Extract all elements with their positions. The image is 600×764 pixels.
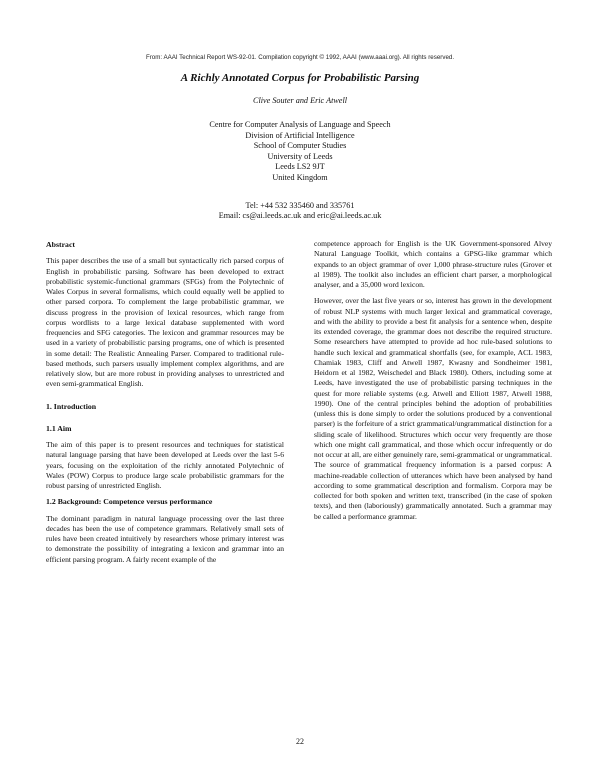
abstract-heading: Abstract: [46, 240, 76, 249]
section-heading-introduction: 1. Introduction: [46, 401, 97, 411]
page-number: 22: [296, 737, 304, 746]
affiliation-block: [0, 120, 600, 184]
telephone-line: Tel: +44 532 335460 and 335761: [245, 201, 355, 210]
paper-title: A Richly Annotated Corpus for Probabilistic Parsing: [180, 72, 420, 84]
aim-paragraph: The aim of this paper is to present resources and techniques for statistical natural language parsing that have been developed at Leeds over the last 5-6 years, focusing on the exploitation of the richly annotated Polytechnic of Wales (POW) Corpus to produce large scale probabilistic grammars for the robust parsing of unrestricted English.: [46, 440, 284, 490]
subsection-heading-background: 1.2 Background: Competence versus performance: [46, 497, 213, 507]
paper-authors: Clive Souter and Eric Atwell: [253, 96, 347, 105]
subsection-heading-aim: 1.1 Aim: [46, 423, 72, 433]
body-paragraph: However, over the last five years or so, interest has grown in the development of robust NLP systems with much larger lexical and grammatical coverage, and with the ability to provide a best fit analysis for a sentence when, despite its extended coverage, the grammar does not describe the required structure. Some researchers have attempted to provide ad hoc rule-based solutions to handle such lexical and grammatical shortfalls (see, for example, ACL 1983, Chamiak 1983, Cliff and Atwell 1987, Kwasny and Sondheimer 1981, Heidorn et al 1982, Weischedel and Black 1980). Others, including some at Leeds, have investigated the use of probabilistic parsing techniques in the quest for more reliable systems (e.g. Atwell and Elliott 1987, Atwell 1988, 1990). One of the central principles behind the adoption of probabilities (unless this is done simply to order the solutions produced by a conventional parser) is the forfeiture of a strict grammatical/ungrammatical distinction for a sliding scale of likelihood. Structures which occur very frequently are those which one might call grammatical, and those which occur infrequently or do not occur at all, are either genuinely rare, semi-grammatical or ungrammatical. The source of grammatical frequency information is a parsed corpus: A machine-readable collection of utterances which have been analysed by hand according to some grammatical description and formalism. Corpora may be collected for both spoken and written text, transcribed (in the case of spoken texts), and then (laboriously) grammatically annotated. Such a grammar may be called a performance grammar.: [314, 296, 552, 521]
affiliation-line: Centre for Computer Analysis of Language and Speech: [209, 120, 391, 129]
affiliation-line: University of Leeds: [267, 151, 333, 161]
email-line: Email: cs@ai.leeds.ac.uk and eric@ai.leeds.ac.uk: [218, 211, 382, 221]
affiliation-line: United Kingdom: [272, 172, 328, 182]
affiliation-line: School of Computer Studies: [253, 141, 347, 151]
body-paragraph: competence approach for English is the UK Government-sponsored Alvey Natural Language Toolkit, which contains a GPSG-like grammar which expands to an object grammar of over 1,000 phrase-structure rules (Grover et al 1989). The toolkit also includes an efficient chart parser, a morphological analyser, and a 35,000 word lexicon.: [314, 239, 552, 289]
background-paragraph: The dominant paradigm in natural language processing over the last three decades has been the use of competence grammars. Relatively small sets of rules have been created intuitively by researchers whose primary interest was to demonstrate the possibility of integrating a lexicon and grammar into an efficient parsing program. A fairly recent example of the: [46, 513, 284, 564]
affiliation-line: Leeds LS2 9JT: [275, 162, 325, 172]
copyright-notice: From: AAAI Technical Report WS-92-01. Compilation copyright © 1992, AAAI (www.aaai.org). All rights reserved.: [145, 54, 455, 61]
left-column: [46, 240, 284, 571]
right-column: [314, 239, 552, 528]
affiliation-line: Division of Artificial Intelligence: [245, 130, 355, 140]
contact-block: [0, 201, 600, 222]
abstract-text: This paper describes the use of a small but syntactically rich parsed corpus of English in probabilistic parsing. Software has been developed to extract probabilistic systemic-functional grammars (SFGs) from the Polytechnic of Wales Corpus in several formalisms, which could equally well be applied to other parsed corpora. To complement the large probabilistic grammar, we discuss progress in the provision of lexical resources, which range from corpus wordlists to a large lexical database supplemented with word frequencies and SFG categories. The lexicon and grammar resources may be used in a variety of probabilistic parsing programs, one of which is presented in some detail: The Realistic Annealing Parser. Compared to traditional rule-based methods, such parsers usually implement complex algorithms, and are relatively slow, but are more robust in providing analyses to unrestricted and even semi-grammatical English.: [46, 256, 284, 389]
